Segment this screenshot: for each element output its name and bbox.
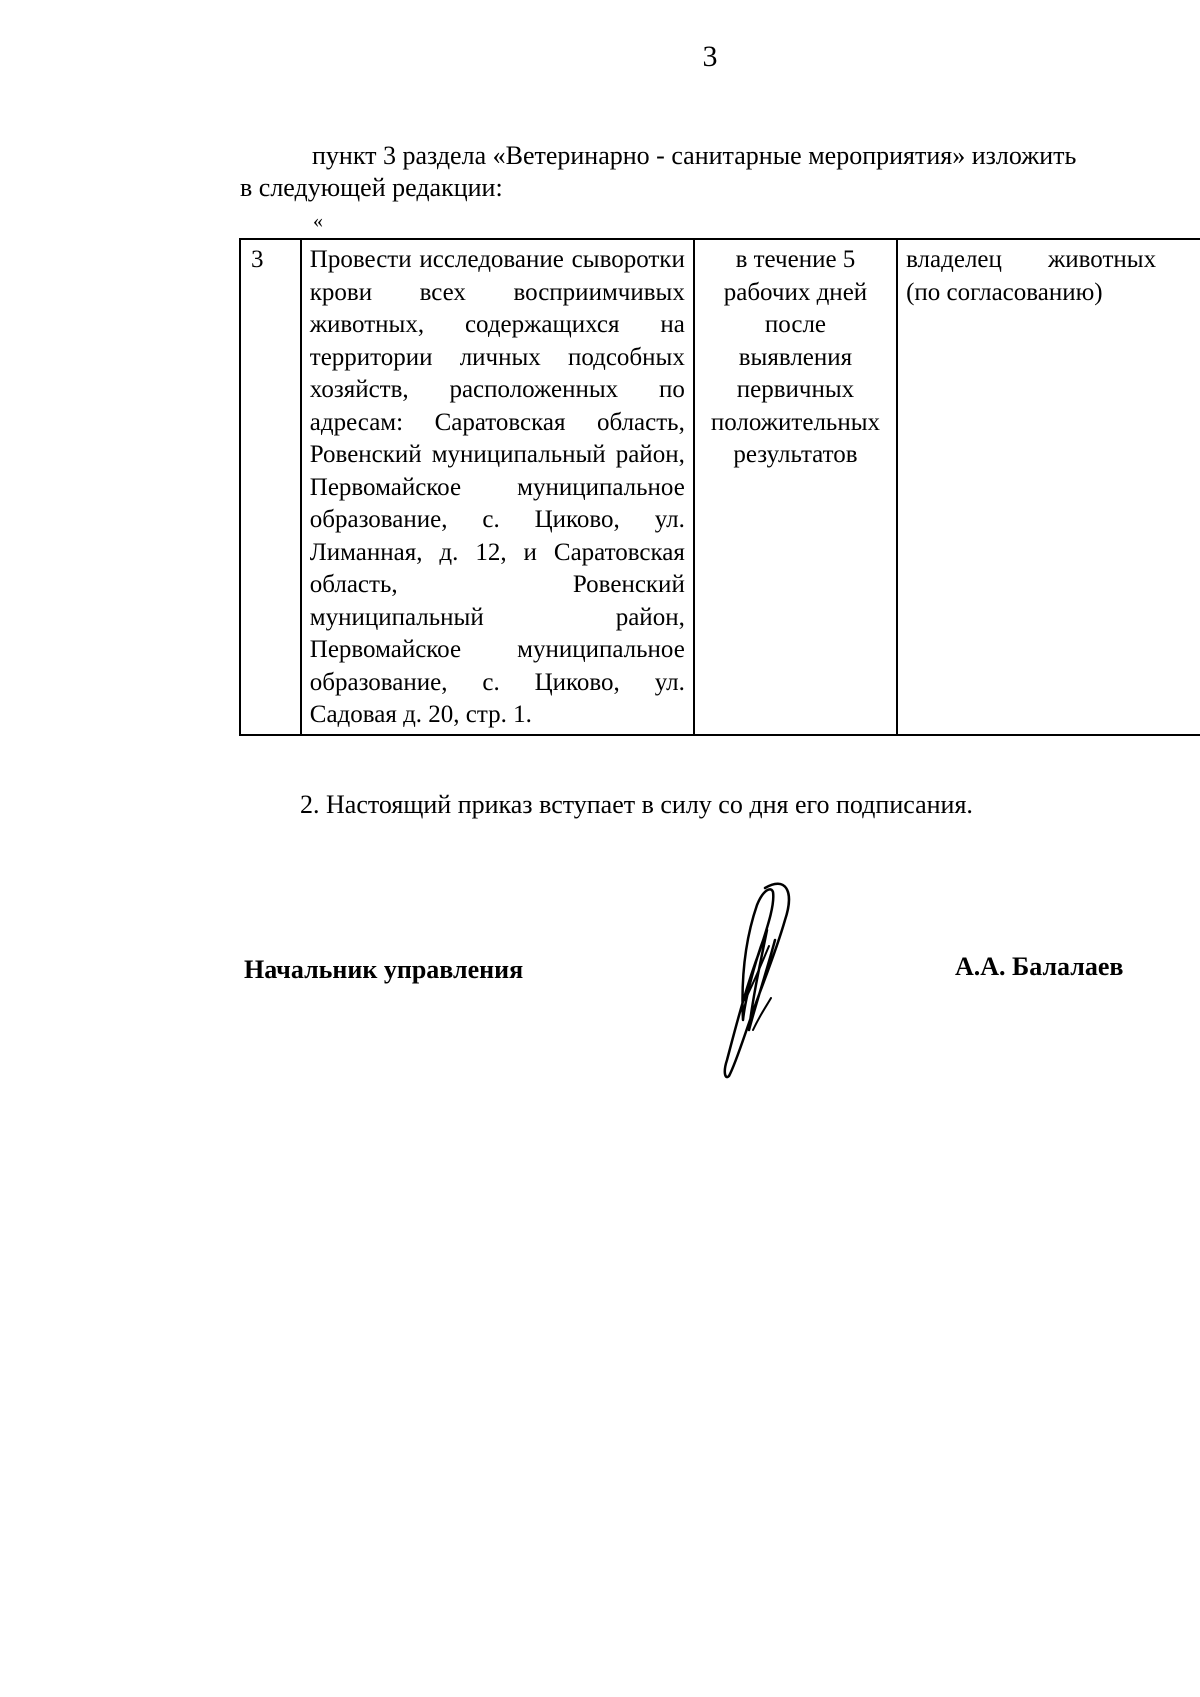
action-line: образование, с. Циково, ул. — [309, 506, 685, 533]
row-responsible — [897, 239, 1200, 735]
row-deadline — [694, 239, 897, 735]
action-line: Лиманная, д. 12, и Саратовская — [309, 538, 685, 566]
responsible-line-1 — [906, 244, 1156, 277]
deadline-line: первичных — [736, 376, 855, 403]
action-line: Саратовская область, Ровенский — [309, 408, 685, 468]
action-line: содержащихся на территории — [309, 311, 685, 371]
intro-line-2: в следующей редакции: — [240, 173, 503, 202]
row-action — [301, 239, 694, 735]
deadline-line: в течение 5 — [735, 246, 856, 273]
table-row — [240, 239, 1200, 735]
action-line: муниципальный район, — [309, 603, 685, 631]
deadline-line: рабочих дней — [723, 278, 868, 306]
signatory-title: Начальник управления — [244, 955, 524, 984]
responsible-word: владелец — [906, 246, 1002, 273]
action-line: образование, с. Циково, ул. — [309, 668, 685, 696]
item-2-paragraph: 2. Настоящий приказ вступает в силу со дня его подписания. — [300, 790, 973, 819]
action-line: личных подсобных хозяйств, — [309, 343, 685, 403]
opening-quote: « — [313, 210, 323, 232]
deadline-line: выявления — [738, 343, 853, 371]
measures-table — [239, 238, 1200, 736]
deadline-line: результатов — [733, 441, 858, 468]
action-line: сыворотки крови всех — [309, 246, 685, 306]
responsible-line-2: (по согласованию) — [906, 278, 1103, 306]
action-line: Садовая д. 20, стр. 1. — [309, 701, 532, 728]
action-line: область, Ровенский — [309, 571, 685, 598]
action-line: муниципальный район, — [431, 441, 685, 468]
row-number: 3 — [240, 239, 301, 735]
intro-line-1: пункт 3 раздела «Ветеринарно - санитарные мероприятия» изложить — [312, 141, 1077, 170]
action-line: восприимчивых животных, — [309, 278, 685, 338]
signatory-name: А.А. Балалаев — [955, 952, 1124, 981]
deadline-line: положительных — [710, 408, 881, 436]
action-line: расположенных по адресам: — [309, 376, 685, 436]
handwritten-signature — [705, 880, 815, 1080]
action-line: Первомайское муниципальное — [309, 473, 685, 501]
responsible-word: животных — [1048, 246, 1157, 273]
intro-paragraph — [240, 140, 1160, 204]
page-number: 3 — [702, 40, 718, 73]
deadline-line: после — [764, 311, 827, 338]
action-line: Первомайское муниципальное — [309, 636, 685, 663]
action-line: Провести исследование — [309, 246, 564, 273]
